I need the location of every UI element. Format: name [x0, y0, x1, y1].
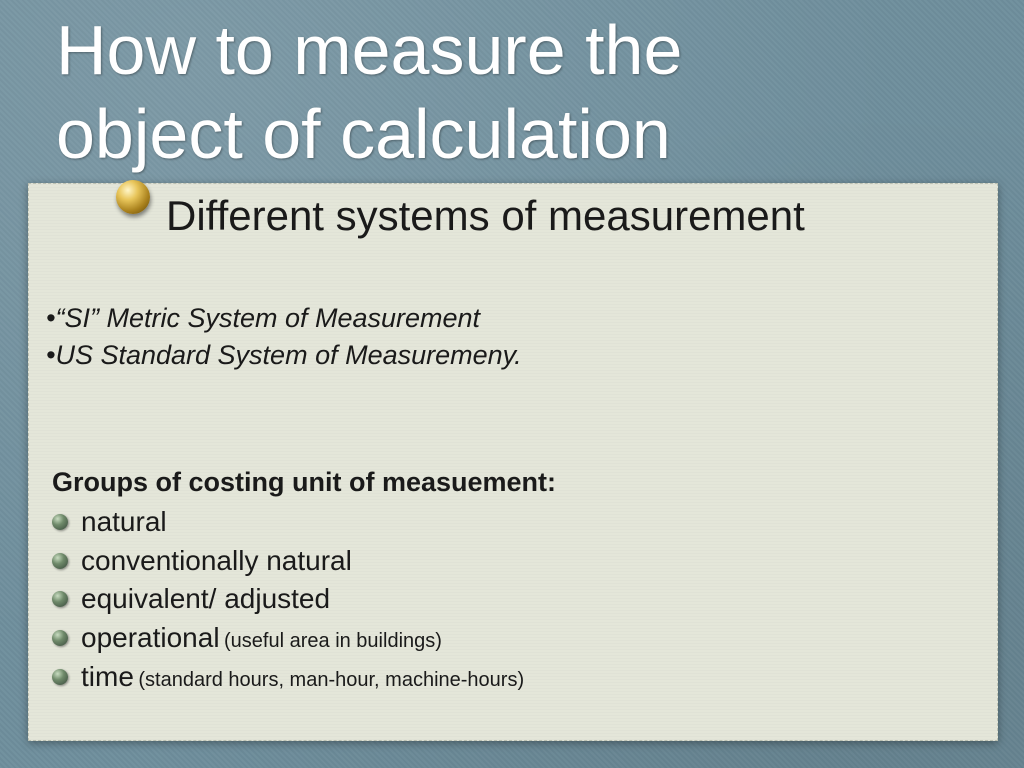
list-item [52, 503, 524, 542]
group-label: natural [81, 506, 167, 537]
slide-subtitle: Different systems of measurement [166, 192, 805, 239]
green-sphere-bullet-icon [52, 553, 68, 569]
group-label: time [81, 660, 134, 692]
list-item [52, 619, 524, 658]
gold-sphere-bullet-icon [116, 180, 150, 214]
green-sphere-bullet-icon [52, 591, 68, 607]
list-item [52, 658, 524, 697]
group-label: equivalent/ adjusted [81, 583, 331, 615]
group-label: operational [81, 622, 220, 654]
green-sphere-bullet-icon [52, 514, 68, 530]
group-note: (useful area in buildings) [224, 630, 442, 653]
groups-heading: Groups of costing unit of measuement: [52, 467, 557, 497]
group-label: conventionally natural [81, 544, 352, 576]
costing-unit-groups-list [52, 503, 524, 696]
list-item [52, 580, 524, 619]
slide-title-line-2: object of calculation [56, 95, 671, 173]
group-note: (standard hours, man-hour, machine-hours) [138, 668, 525, 691]
list-item [52, 542, 524, 581]
green-sphere-bullet-icon [52, 630, 68, 646]
green-sphere-bullet-icon [52, 669, 68, 685]
measurement-systems-list [46, 300, 522, 374]
list-item: •“SI” Metric System of Measurement [46, 303, 481, 333]
slide-title-line-1: How to measure the [56, 11, 683, 89]
slide-title [56, 8, 956, 176]
list-item: •US Standard System of Measuremeny. [46, 340, 522, 370]
